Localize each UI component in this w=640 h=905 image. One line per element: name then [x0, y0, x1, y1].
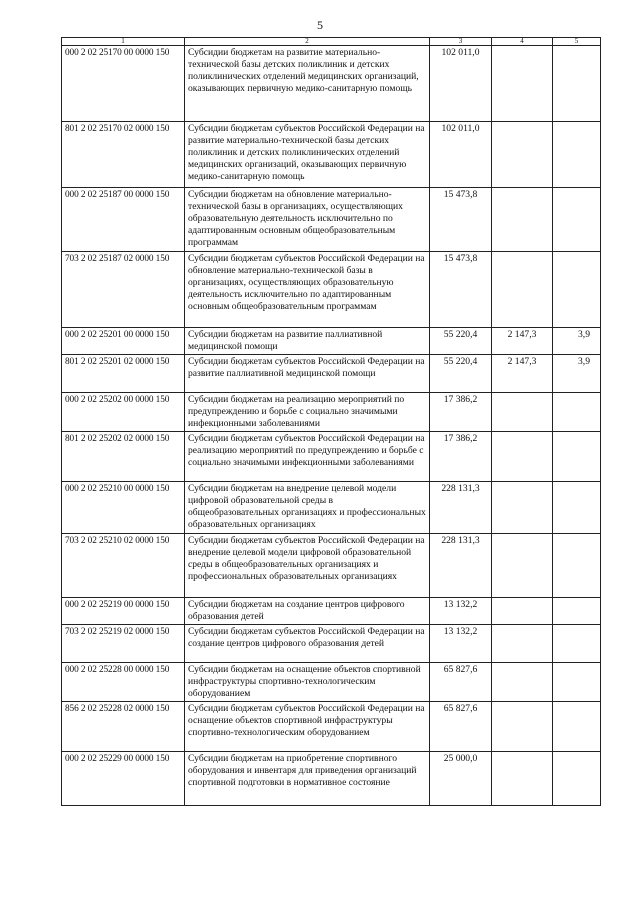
item-name: Субсидии бюджетам субъектов Российской Федерации на внедрение целевой модели цифровой образовательной среды в общеобразовательных организациях и профессиональных образовательных организациях — [185, 534, 430, 598]
executed-amount — [492, 393, 553, 432]
table-row — [62, 598, 601, 625]
table-row — [62, 46, 601, 122]
table-row — [62, 393, 601, 432]
column-number: 1 — [62, 38, 185, 46]
budget-code: 801 2 02 25170 02 0000 150 — [62, 122, 185, 188]
planned-amount: 102 011,0 — [430, 46, 492, 122]
table-row — [62, 534, 601, 598]
executed-amount — [492, 46, 553, 122]
execution-percent — [553, 534, 601, 598]
planned-amount: 17 386,2 — [430, 432, 492, 482]
executed-amount — [492, 534, 553, 598]
execution-percent — [553, 702, 601, 752]
executed-amount — [492, 122, 553, 188]
planned-amount: 228 131,3 — [430, 482, 492, 534]
executed-amount — [492, 482, 553, 534]
execution-percent: 3,9 — [553, 328, 601, 355]
item-name: Субсидии бюджетам на приобретение спортивного оборудования и инвентаря для приведения организаций спортивной подготовки в нормативное состояние — [185, 752, 430, 806]
table-row — [62, 663, 601, 702]
item-name: Субсидии бюджетам на создание центров цифрового образования детей — [185, 598, 430, 625]
table-row — [62, 122, 601, 188]
budget-code: 000 2 02 25228 00 0000 150 — [62, 663, 185, 702]
planned-amount: 65 827,6 — [430, 702, 492, 752]
budget-code: 703 2 02 25219 02 0000 150 — [62, 625, 185, 663]
budget-table — [61, 37, 601, 806]
executed-amount — [492, 625, 553, 663]
table-row — [62, 482, 601, 534]
executed-amount — [492, 188, 553, 252]
planned-amount: 15 473,8 — [430, 252, 492, 328]
item-name: Субсидии бюджетам субъектов Российской Федерации на развитие паллиативной медицинской помощи — [185, 355, 430, 393]
executed-amount — [492, 702, 553, 752]
page-number: 5 — [317, 18, 323, 32]
item-name: Субсидии бюджетам субъектов Российской Федерации на развитие материально-технической базы детских поликлиник и детских поликлинических отделений медицинских организаций, оказывающих первичную медико-санитарную помощь — [185, 122, 430, 188]
item-name: Субсидии бюджетам на оснащение объектов спортивной инфраструктуры спортивно-технологическим оборудованием — [185, 663, 430, 702]
planned-amount: 55 220,4 — [430, 355, 492, 393]
item-name: Субсидии бюджетам субъектов Российской Федерации на обновление материально-технической базы в организациях, осуществляющих образовательную деятельность исключительно по адаптированным основным общеобразовательным программам — [185, 252, 430, 328]
budget-code: 000 2 02 25187 00 0000 150 — [62, 188, 185, 252]
budget-code: 856 2 02 25228 02 0000 150 — [62, 702, 185, 752]
table-row — [62, 188, 601, 252]
execution-percent — [553, 432, 601, 482]
execution-percent: 3,9 — [553, 355, 601, 393]
planned-amount: 25 000,0 — [430, 752, 492, 806]
table-row — [62, 252, 601, 328]
budget-code: 000 2 02 25219 00 0000 150 — [62, 598, 185, 625]
item-name: Субсидии бюджетам на развитие паллиативной медицинской помощи — [185, 328, 430, 355]
executed-amount: 2 147,3 — [492, 328, 553, 355]
executed-amount — [492, 598, 553, 625]
budget-code: 703 2 02 25187 02 0000 150 — [62, 252, 185, 328]
planned-amount: 17 386,2 — [430, 393, 492, 432]
execution-percent — [553, 188, 601, 252]
item-name: Субсидии бюджетам субъектов Российской Федерации на реализацию мероприятий по предупреждению и борьбе с социально значимыми инфекционными заболеваниями — [185, 432, 430, 482]
budget-code: 703 2 02 25210 02 0000 150 — [62, 534, 185, 598]
executed-amount — [492, 752, 553, 806]
column-number: 5 — [553, 38, 601, 46]
execution-percent — [553, 752, 601, 806]
table-row — [62, 625, 601, 663]
item-name: Субсидии бюджетам субъектов Российской Федерации на оснащение объектов спортивной инфраструктуры спортивно-технологическим оборудованием — [185, 702, 430, 752]
table-row — [62, 752, 601, 806]
budget-code: 000 2 02 25170 00 0000 150 — [62, 46, 185, 122]
executed-amount — [492, 663, 553, 702]
execution-percent — [553, 393, 601, 432]
column-number: 2 — [185, 38, 430, 46]
planned-amount: 15 473,8 — [430, 188, 492, 252]
item-name: Субсидии бюджетам на обновление материально-технической базы в организациях, осуществляющих образовательную деятельность исключительно по адаптированным основным общеобразовательным программам — [185, 188, 430, 252]
executed-amount — [492, 432, 553, 482]
budget-code: 000 2 02 25201 00 0000 150 — [62, 328, 185, 355]
column-number-row — [62, 38, 601, 46]
execution-percent — [553, 46, 601, 122]
column-number: 4 — [492, 38, 553, 46]
planned-amount: 13 132,2 — [430, 625, 492, 663]
planned-amount: 102 011,0 — [430, 122, 492, 188]
budget-code: 801 2 02 25201 02 0000 150 — [62, 355, 185, 393]
budget-code: 000 2 02 25210 00 0000 150 — [62, 482, 185, 534]
budget-code: 000 2 02 25202 00 0000 150 — [62, 393, 185, 432]
item-name: Субсидии бюджетам субъектов Российской Федерации на создание центров цифрового образования детей — [185, 625, 430, 663]
item-name: Субсидии бюджетам на внедрение целевой модели цифровой образовательной среды в общеобразовательных организациях и профессиональных образовательных организациях — [185, 482, 430, 534]
execution-percent — [553, 663, 601, 702]
planned-amount: 65 827,6 — [430, 663, 492, 702]
column-number: 3 — [430, 38, 492, 46]
execution-percent — [553, 598, 601, 625]
planned-amount: 55 220,4 — [430, 328, 492, 355]
execution-percent — [553, 482, 601, 534]
executed-amount — [492, 252, 553, 328]
execution-percent — [553, 252, 601, 328]
item-name: Субсидии бюджетам на реализацию мероприятий по предупреждению и борьбе с социально значимыми инфекционными заболеваниями — [185, 393, 430, 432]
execution-percent — [553, 625, 601, 663]
table-row — [62, 355, 601, 393]
execution-percent — [553, 122, 601, 188]
planned-amount: 13 132,2 — [430, 598, 492, 625]
table-row — [62, 432, 601, 482]
executed-amount: 2 147,3 — [492, 355, 553, 393]
table-row — [62, 328, 601, 355]
planned-amount: 228 131,3 — [430, 534, 492, 598]
budget-code: 801 2 02 25202 02 0000 150 — [62, 432, 185, 482]
budget-code: 000 2 02 25229 00 0000 150 — [62, 752, 185, 806]
item-name: Субсидии бюджетам на развитие материально-технической базы детских поликлиник и детских поликлинических отделений медицинских организаций, оказывающих первичную медико-санитарную помощь — [185, 46, 430, 122]
table-row — [62, 702, 601, 752]
